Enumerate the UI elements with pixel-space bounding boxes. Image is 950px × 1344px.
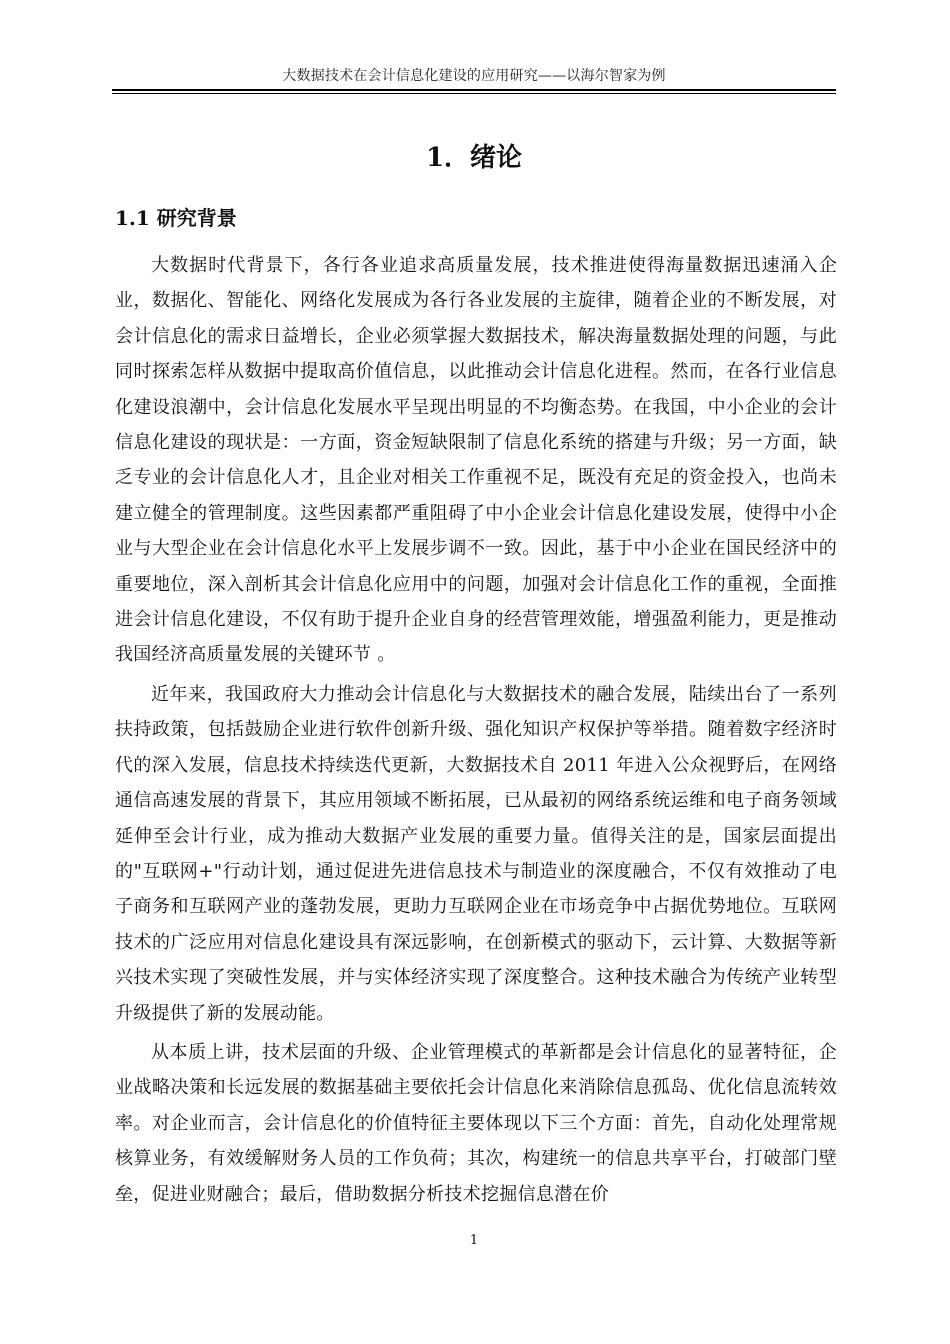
section-title: 1.1 研究背景: [115, 206, 237, 230]
running-header: 大数据技术在会计信息化建设的应用研究——以海尔智家为例: [282, 68, 666, 84]
paragraph-2: 近年来，我国政府大力推动会计信息化与大数据技术的融合发展，陆续出台了一系列扶持政策，包括鼓励企业进行软件创新升级、强化知识产权保护等举措。随着数字经济时代的深入发展，信息技术持续迭代更新，大数据技术自 2011 年进入公众视野后，在网络通信高速发展的背景下，其应用领域不断拓展，已从最初的网络系统运维和电子商务领域延伸至会计行业，成为推动大数据产业发展的重要力量。值得关注的是，国家层面提出的"互联网+"行动计划，通过促进先进信息技术与制造业的深度融合，不仅有效推动了电子商务和互联网产业的蓬勃发展，更助力互联网企业在市场竞争中占据优势地位。互联网技术的广泛应用对信息化建设具有深远影响，在创新模式的驱动下，云计算、大数据等新兴技术实现了突破性发展，并与实体经济实现了深度整合。这种技术融合为传统产业转型升级提供了新的发展动能。: [115, 683, 837, 1024]
header-divider-thick: [112, 89, 836, 91]
paragraph-3: 从本质上讲，技术层面的升级、企业管理模式的革新都是会计信息化的显著特征，企业战略决策和长远发展的数据基础主要依托会计信息化来消除信息孤岛、优化信息流转效率。对企业而言，会计信息化的价值特征主要体现以下三个方面：首先，自动化处理常规核算业务，有效缓解财务人员的工作负荷；其次，构建统一的信息共享平台，打破部门壁垒，促进业财融合；最后，借助数据分析技术挖掘信息潜在价: [115, 1041, 837, 1205]
paragraph-1: 大数据时代背景下，各行各业追求高质量发展，技术推进使得海量数据迅速涌入企业，数据化、智能化、网络化发展成为各行各业发展的主旋律，随着企业的不断发展，对会计信息化的需求日益增长，企业必须掌握大数据技术，解决海量数据处理的问题，与此同时探索怎样从数据中提取高价值信息，以此推动会计信息化进程。然而，在各行业信息化建设浪潮中，会计信息化发展水平呈现出明显的不均衡态势。在我国，中小企业的会计信息化建设的现状是：一方面，资金短缺限制了信息化系统的搭建与升级；另一方面，缺乏专业的会计信息化人才，且企业对相关工作重视不足，既没有充足的资金投入，也尚未建立健全的管理制度。这些因素都严重阻碍了中小企业会计信息化建设发展，使得中小企业与大型企业在会计信息化水平上发展步调不一致。因此，基于中小企业在国民经济中的重要地位，深入剖析其会计信息化应用中的问题，加强对会计信息化工作的重视，全面推进会计信息化建设，不仅有助于提升企业自身的经营管理效能，增强盈利能力，更是推动我国经济高质量发展的关键环节 。: [115, 255, 837, 666]
page-number: 1: [469, 1233, 479, 1248]
chapter-title: 1．绪论: [425, 143, 523, 173]
header-divider-thin: [112, 93, 836, 94]
body-text: [115, 248, 837, 1216]
